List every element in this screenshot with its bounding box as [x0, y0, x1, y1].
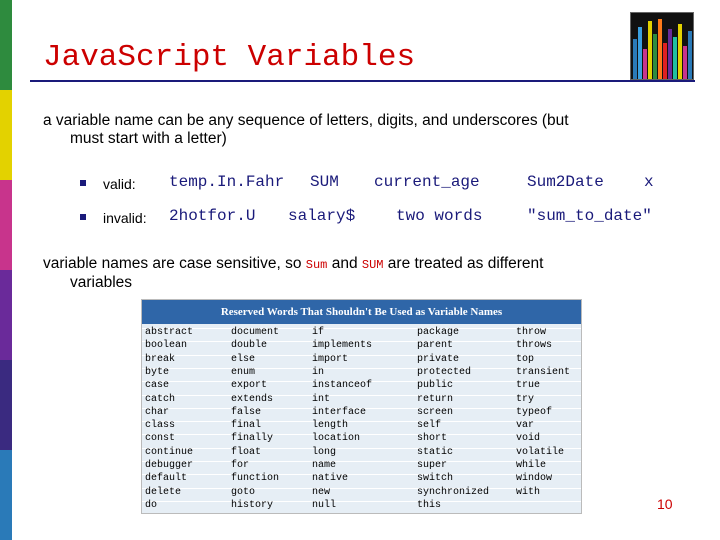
reserved-word-cell: extends	[231, 393, 274, 405]
reserved-word-cell: package	[417, 327, 460, 338]
valid-example: current_age	[374, 173, 480, 191]
valid-example: SUM	[310, 173, 339, 191]
invalid-example: "sum_to_date"	[527, 207, 652, 225]
reserved-word-cell: protected	[417, 366, 472, 378]
reserved-word-cell: boolean	[145, 340, 188, 352]
table-row-divider	[142, 501, 581, 502]
reserved-word-cell: while	[516, 460, 547, 471]
variable-name-rule-text	[43, 112, 569, 148]
reserved-word-cell: in	[312, 366, 325, 378]
reserved-word-cell: interface	[312, 406, 367, 418]
reserved-word-cell: goto	[231, 486, 256, 498]
reserved-word-cell: throws	[516, 340, 553, 352]
reserved-word-cell: public	[417, 380, 454, 392]
reserved-word-cell: float	[231, 446, 262, 458]
reserved-word-cell: implements	[312, 340, 373, 352]
reserved-word-cell: break	[145, 353, 176, 365]
reserved-word-cell: super	[417, 460, 448, 471]
reserved-word-cell: function	[231, 473, 280, 485]
reserved-word-cell: debugger	[145, 460, 194, 471]
equalizer-logo-image	[630, 12, 694, 80]
reserved-word-cell: with	[516, 486, 541, 498]
reserved-word-cell: do	[145, 499, 158, 511]
invalid-label: invalid:	[103, 210, 147, 226]
reserved-word-cell: new	[312, 486, 331, 498]
case-text-suffix: are treated as different	[383, 255, 544, 272]
case-text-mid: and	[327, 255, 362, 272]
reserved-word-cell: const	[145, 433, 176, 445]
valid-example: Sum2Date	[527, 173, 604, 191]
code-sum: Sum	[305, 258, 328, 272]
reserved-word-cell: parent	[417, 340, 454, 352]
title-divider	[30, 80, 695, 82]
valid-label: valid:	[103, 176, 136, 192]
reserved-word-cell: int	[312, 393, 331, 405]
case-text-prefix: variable names are case sensitive, so	[43, 255, 306, 272]
reserved-word-cell: class	[145, 420, 176, 432]
invalid-example: two words	[396, 207, 483, 225]
reserved-word-cell: instanceof	[312, 380, 373, 392]
reserved-word-cell: top	[516, 353, 535, 365]
reserved-word-cell: void	[516, 433, 541, 445]
reserved-word-cell: transient	[516, 366, 571, 378]
reserved-word-cell: abstract	[145, 327, 194, 338]
reserved-word-cell: long	[312, 446, 337, 458]
reserved-word-cell: document	[231, 327, 280, 338]
reserved-word-cell: case	[145, 380, 170, 392]
reserved-word-cell: this	[417, 499, 442, 511]
rule-line-1: a variable name can be any sequence of letters, digits, and underscores (but	[43, 112, 569, 129]
reserved-word-cell: try	[516, 393, 535, 405]
reserved-word-cell: self	[417, 420, 442, 432]
reserved-word-cell: static	[417, 446, 454, 458]
reserved-word-cell: delete	[145, 486, 182, 498]
reserved-word-cell: catch	[145, 393, 176, 405]
reserved-word-cell: switch	[417, 473, 454, 485]
reserved-word-cell: else	[231, 353, 256, 365]
invalid-examples-row	[80, 207, 700, 230]
reserved-word-cell: finally	[231, 433, 274, 445]
rule-line-2: must start with a letter)	[70, 130, 227, 147]
reserved-word-cell: null	[312, 499, 337, 511]
reserved-word-cell: byte	[145, 366, 170, 378]
reserved-words-table	[141, 299, 582, 514]
reserved-word-cell: native	[312, 473, 349, 485]
reserved-word-cell: export	[231, 380, 268, 392]
invalid-example: 2hotfor.U	[169, 207, 256, 225]
bullet-icon	[80, 180, 86, 186]
reserved-word-cell: synchronized	[417, 486, 490, 498]
reserved-word-cell: typeof	[516, 406, 553, 418]
valid-example: temp.In.Fahr	[169, 173, 285, 191]
reserved-word-cell: import	[312, 353, 349, 365]
code-sum-upper: SUM	[361, 258, 384, 272]
reserved-word-cell: name	[312, 460, 337, 471]
reserved-word-cell: enum	[231, 366, 256, 378]
reserved-word-cell: false	[231, 406, 262, 418]
left-color-stripes	[0, 0, 12, 540]
reserved-word-cell: short	[417, 433, 448, 445]
reserved-word-cell: window	[516, 473, 553, 485]
reserved-word-cell: history	[231, 499, 274, 511]
reserved-word-cell: true	[516, 380, 541, 392]
bullet-icon	[80, 214, 86, 220]
reserved-word-cell: char	[145, 406, 170, 418]
reserved-word-cell: var	[516, 420, 535, 432]
reserved-word-cell: return	[417, 393, 454, 405]
reserved-word-cell: volatile	[516, 446, 565, 458]
reserved-words-table-title: Reserved Words That Shouldn't Be Used as Variable Names	[142, 300, 581, 324]
valid-examples-row	[80, 173, 700, 196]
reserved-word-cell: screen	[417, 406, 454, 418]
reserved-word-cell: for	[231, 460, 250, 471]
case-sensitivity-text	[43, 255, 543, 292]
reserved-word-cell: private	[417, 353, 460, 365]
reserved-word-cell: if	[312, 327, 325, 338]
valid-example: x	[644, 173, 654, 191]
slide-title: JavaScript Variables	[43, 40, 416, 75]
invalid-example: salary$	[288, 207, 356, 225]
reserved-word-cell: throw	[516, 327, 547, 338]
reserved-word-cell: location	[312, 433, 361, 445]
reserved-word-cell: double	[231, 340, 268, 352]
reserved-word-cell: default	[145, 473, 188, 485]
reserved-word-cell: final	[231, 420, 262, 432]
page-number: 10	[657, 496, 673, 512]
reserved-word-cell: continue	[145, 446, 194, 458]
reserved-word-cell: length	[312, 420, 349, 432]
case-text-line-2: variables	[70, 274, 133, 291]
